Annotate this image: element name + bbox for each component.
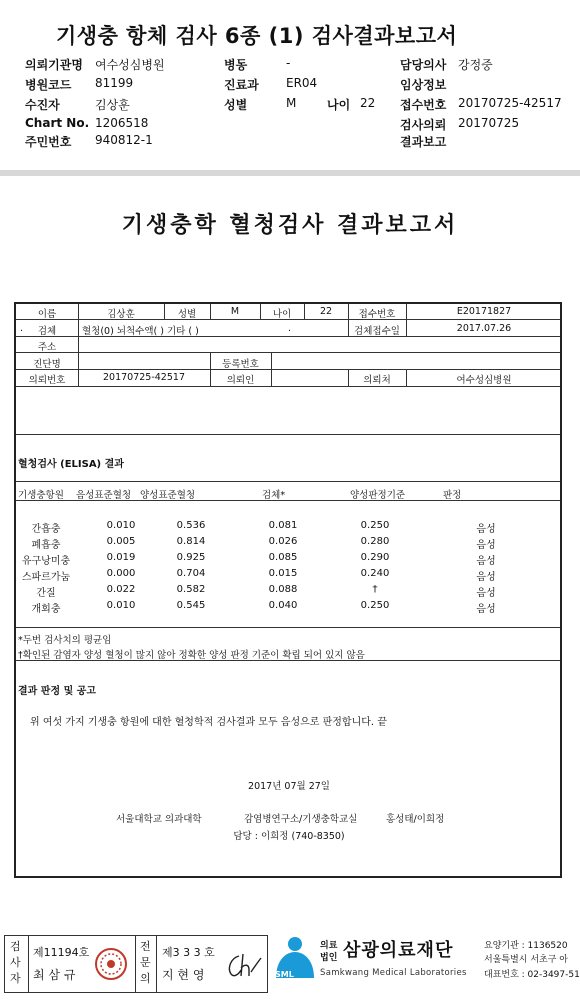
label-chart-no: Chart No. [25, 116, 90, 130]
info-sex-label: 성별 [177, 309, 197, 320]
row-sample: 0.026 [268, 536, 298, 547]
row-cutoff: † [372, 584, 378, 595]
info-request-org-label: 의뢰처 [363, 375, 391, 386]
report-people: 홍성태/이희정 [386, 814, 445, 825]
col-positive-std: 양성표준혈청 [140, 490, 196, 501]
label-department: 진료과 [224, 78, 259, 92]
inspector-license: 제11194호 [33, 946, 90, 959]
grid-line [16, 434, 560, 435]
report-frame [14, 302, 562, 878]
info-specimen: 혈청(0) 뇌척수액( ) 기타 ( ) [82, 326, 199, 337]
reviewer-license: 제3 3 3 호 [162, 946, 215, 959]
signature-box [4, 935, 268, 993]
row-result: 음성 [476, 572, 496, 583]
info-receipt-label: 접수번호 [358, 309, 396, 320]
row-cutoff: 0.280 [360, 536, 390, 547]
grid-vline [271, 369, 272, 386]
row-pos: 0.536 [176, 520, 206, 531]
value-receipt-no: 20170725-42517 [458, 96, 562, 110]
info-specimen-date: 2017.07.26 [456, 323, 512, 334]
reviewer-label-cell [135, 936, 157, 992]
label-report: 결과보고 [400, 135, 447, 149]
note-cutoff: †확인된 감염자 양성 혈청이 많지 않아 정확한 양성 판정 기준이 확립 되어 있지 않음 [18, 650, 365, 661]
col-cutoff: 양성판정기준 [350, 490, 406, 501]
row-sample: 0.015 [268, 568, 298, 579]
value-request-date: 20170725 [458, 116, 520, 130]
row-antigen: 개회충 [31, 604, 61, 615]
info-diagnosis-label: 진단명 [33, 359, 61, 370]
row-sample: 0.040 [268, 600, 298, 611]
sml-logo-icon [272, 934, 318, 990]
phone: 대표번호 : 02-3497-51 [484, 970, 580, 980]
address: 서울특별시 서초구 아 [484, 955, 568, 965]
row-pos: 0.814 [176, 536, 206, 547]
row-result: 음성 [476, 524, 496, 535]
value-ward: - [286, 56, 291, 70]
col-negative-std: 음성표준혈청 [76, 490, 132, 501]
grid-line [16, 352, 560, 353]
info-receipt: E20171827 [456, 306, 512, 317]
reviewer-signature [225, 950, 263, 980]
grid-line [16, 386, 560, 387]
info-request-org: 여수성심병원 [456, 375, 512, 386]
row-neg: 0.010 [106, 520, 136, 531]
value-sex: M [286, 96, 297, 110]
foundation-english: Samkwang Medical Laboratories [320, 968, 467, 978]
row-result: 음성 [476, 556, 496, 567]
info-age: 22 [319, 306, 333, 317]
row-result: 음성 [476, 540, 496, 551]
row-neg: 0.010 [106, 600, 136, 611]
row-cutoff: 0.250 [360, 520, 390, 531]
info-sex: M [230, 306, 240, 317]
label-age: 나이 [327, 98, 351, 112]
label-clinical-info: 임상정보 [400, 78, 447, 92]
row-pos: 0.582 [176, 584, 206, 595]
grid-vline [271, 352, 272, 369]
grid-line [16, 627, 560, 628]
conclusion-text: 위 여섯 가지 기생충 항원에 대한 혈청학적 검사결과 모두 음성으로 판정합니다. 끝 [30, 717, 387, 728]
row-cutoff: 0.240 [360, 568, 390, 579]
report-title: 기생충학 혈청검사 결과보고서 [121, 212, 459, 238]
row-pos: 0.925 [176, 552, 206, 563]
row-neg: 0.019 [106, 552, 136, 563]
value-chart-no: 1206518 [95, 116, 149, 130]
info-address-label: 주소 [37, 342, 57, 353]
inspector-label: 검사자 [10, 940, 21, 985]
info-specimen-dot: . [288, 323, 292, 334]
label-resident-no: 주민번호 [25, 135, 72, 149]
info-request-no: 20170725-42517 [102, 372, 185, 383]
label-request-date: 검사의뢰 [400, 118, 447, 132]
info-age-label: 나이 [272, 309, 292, 320]
inspector-name: 최 삼 규 [33, 968, 76, 982]
row-neg: 0.000 [106, 568, 136, 579]
label-sex: 성별 [224, 98, 248, 112]
row-result: 음성 [476, 588, 496, 599]
col-result: 판정 [443, 490, 462, 501]
elisa-section-title: 혈청검사 (ELISA) 결과 [18, 459, 124, 470]
row-cutoff: 0.290 [360, 552, 390, 563]
logo-text: SML [275, 970, 294, 979]
reviewer-label: 전문의 [140, 940, 151, 985]
report-lab: 감염병연구소/기생충학교실 [244, 814, 358, 825]
value-department: ER04 [286, 76, 318, 90]
foundation-name: 삼광의료재단 [343, 940, 454, 961]
report-contact: 담당 : 이희정 (740-8350) [233, 831, 345, 842]
report-date: 2017년 07월 27일 [248, 781, 330, 792]
value-resident-no: 940812-1 [95, 133, 153, 147]
info-specimen-label: 검체 [37, 326, 57, 337]
row-antigen: 폐흡충 [31, 540, 61, 551]
note-average: *두번 검사치의 평균임 [18, 635, 112, 646]
col-sample: 검체* [262, 490, 286, 501]
document-title: 기생충 항체 검사 6종 (1) 검사결과보고서 [56, 24, 458, 48]
row-neg: 0.022 [106, 584, 136, 595]
row-antigen: 간흡충 [31, 524, 61, 535]
foundation-type: 의료법인 [320, 941, 338, 963]
info-request-no-label: 의뢰번호 [28, 375, 66, 386]
grid-vline [78, 336, 79, 369]
grid-line [16, 481, 560, 482]
reviewer-name: 지 현 영 [162, 968, 205, 982]
conclusion-title: 결과 판정 및 공고 [18, 686, 97, 697]
row-pos: 0.545 [176, 600, 206, 611]
info-specimen-date-label: 검체접수일 [354, 326, 400, 337]
value-hospital-code: 81199 [95, 76, 134, 90]
info-registration-label: 등록번호 [222, 359, 259, 370]
info-name-label: 이름 [37, 309, 57, 320]
label-receipt-no: 접수번호 [400, 98, 447, 112]
inspector-label-cell [5, 936, 29, 992]
row-sample: 0.085 [268, 552, 298, 563]
row-antigen: 스파르가눔 [21, 572, 71, 583]
label-doctor: 담당의사 [400, 58, 447, 72]
row-sample: 0.088 [268, 584, 298, 595]
grid-vline [78, 319, 79, 336]
info-specimen-dot: . [20, 323, 24, 334]
label-ward: 병동 [224, 58, 248, 72]
row-result: 음성 [476, 604, 496, 615]
row-antigen: 간질 [36, 588, 56, 599]
info-name: 김상훈 [107, 309, 135, 320]
row-sample: 0.081 [268, 520, 298, 531]
row-neg: 0.005 [106, 536, 136, 547]
value-doctor: 강정중 [458, 58, 493, 72]
col-antigen: 기생충항원 [18, 490, 64, 501]
footer [0, 930, 580, 1000]
row-cutoff: 0.250 [360, 600, 390, 611]
info-requester-label: 의뢰인 [226, 375, 255, 386]
inspector-seal [93, 946, 129, 982]
report-org: 서울대학교 의과대학 [116, 814, 202, 825]
grid-line [16, 369, 560, 370]
label-institution: 의뢰기관명 [25, 58, 83, 72]
agency-code: 요양기관 : 1136520 [484, 941, 568, 951]
value-patient: 김상훈 [95, 98, 130, 112]
row-antigen: 유구낭미충 [21, 556, 71, 567]
label-patient: 수진자 [25, 98, 60, 112]
row-pos: 0.704 [176, 568, 206, 579]
value-institution: 여수성심병원 [95, 58, 165, 72]
value-age: 22 [360, 96, 376, 110]
label-hospital-code: 병원코드 [25, 78, 72, 92]
